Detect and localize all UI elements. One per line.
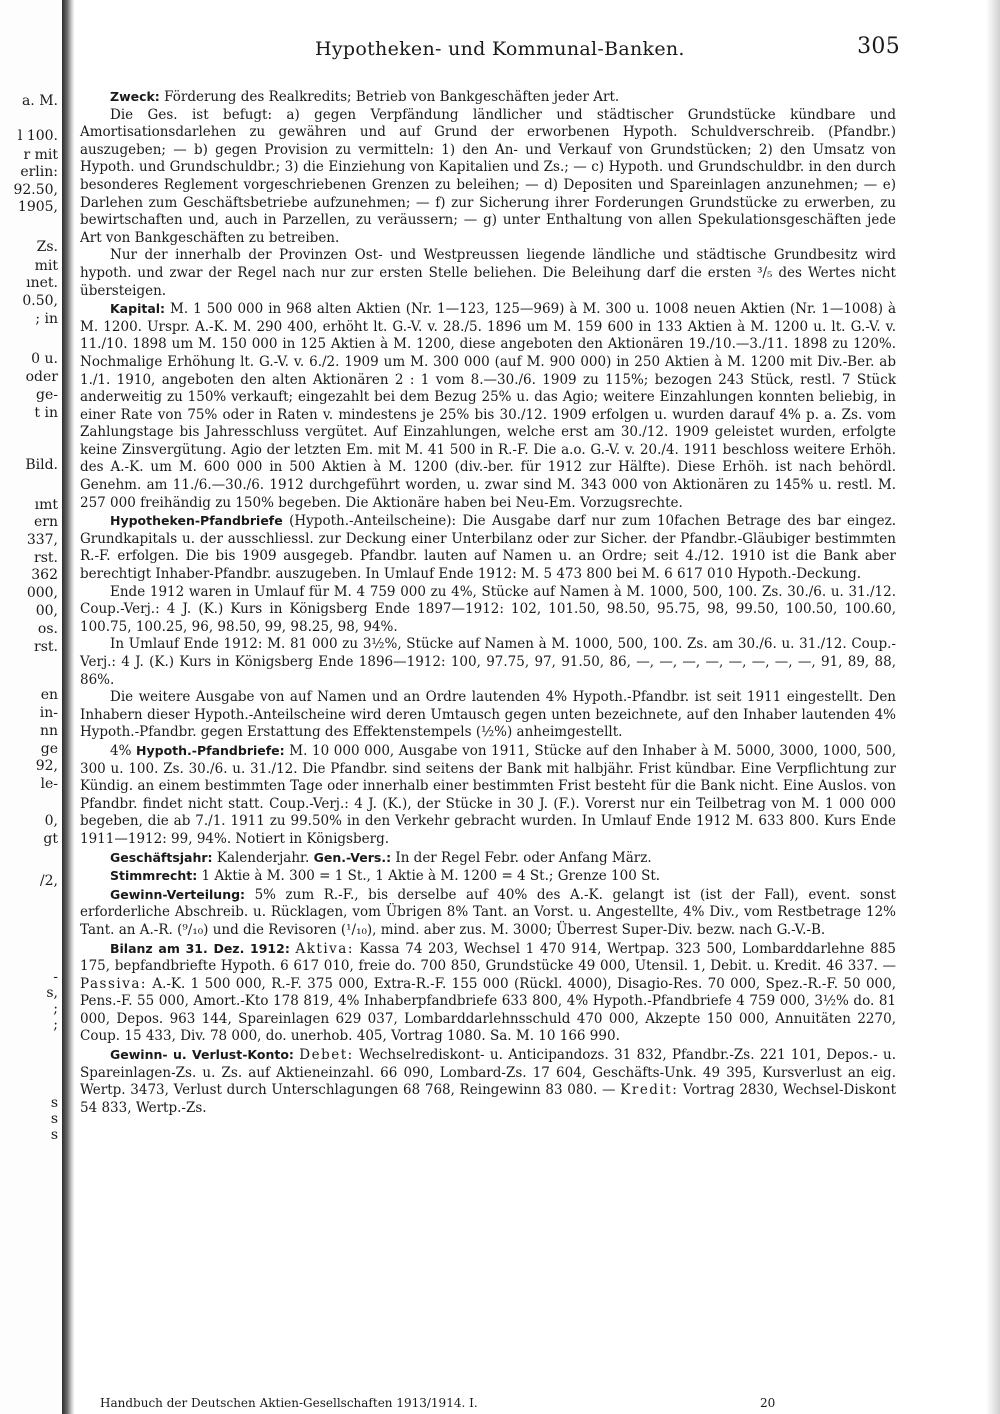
hypotheken-pfandbriefe-paragraph	[80, 512, 896, 583]
margin-fragment: ge-	[36, 387, 58, 403]
margin-fragment: 337,	[26, 532, 58, 548]
page-edge-shadow	[986, 0, 1000, 1414]
margin-fragment: ge	[40, 741, 58, 757]
geschaeftsjahr-label: Geschäftsjahr:	[110, 849, 213, 865]
gewinn-verlust-label: Gewinn- u. Verlust-Konto:	[110, 1047, 294, 1063]
margin-fragment: oder	[25, 369, 58, 385]
kapital-label: Kapital:	[110, 301, 166, 317]
kapital-text: M. 1 500 000 in 968 alten Aktien (Nr. 1—123, 125—969) à M. 300 u. 1008 neuen Aktien (Nr. 1—1008) à M. 1200. Urspr. A.-K. M. 290 400, erhöht lt. G.-V. v. 28./5. 1896 um M. 159 600 in 133 Aktien à M. 1200 u. lt. G.-V. v. 11./10. 1898 um M. 150 000 in 125 Aktien à M. 1200, diese angeboten den Aktionären 19./10.—3./11. 1898 zu 120%. Nochmalige Erhöhung lt. G.-V. v. 6./2. 1909 um M. 300 000 (auf M. 900 000) in 250 Aktien à M. 1200 mit Div.-Ber. ab 1./1. 1910, angeboten den alten Aktionären 2 : 1 vom 8.—30./6. 1909 zu 115%; bezogen 243 Stück, restl. 7 Stück anderweitig zu 150% verkauft; eingezahlt bei dem Bezug 25% u. das Agio; weitere Einzahlungen konnten beliebig, in einer Rate von 75% oder in Raten v. mindestens je 25% bis 30./12. 1909 erfolgen u. wurden darauf 4% p. a. Zs. vom Zahlungstage bis Jahresschluss vergütet. Auf Einzahlungen, welche erst am 30./12. 1909 geleistet wurden, erfolgte keine Zinsvergütung. Agio der letzten Em. mit M. 41 500 in R.-F. Die a.o. G.-V. v. 20./4. 1911 beschloss weitere Erhöh. des A.-K. um M. 600 000 in 500 Aktien à M. 1200 (div.-ber. für 1912 zur Hälfte). Diese Erhöh. ist nach behördl. Genehm. am 11./6.—30./6. 1912 durchgeführt worden, u. zwar sind M. 343 000 von Aktionären zu 145% u. restl. M. 257 000 freihändig zu 150% begeben. Die Aktionäre haben bei Neu-Em. Vorzugsrechte.	[80, 301, 896, 511]
margin-fragment: ınet.	[26, 275, 58, 291]
kredit-text: Vortrag 2830, Wechsel-Diskont 54 833, Wertp.-Zs.	[80, 1082, 897, 1116]
margin-fragment: Zs.	[36, 239, 58, 255]
stimmrecht-paragraph	[80, 867, 896, 886]
margin-fragment: l 100.	[17, 128, 58, 144]
kredit-label: Kredit:	[620, 1082, 679, 1099]
footer-signature-number: 20	[760, 1396, 776, 1410]
margin-fragment: 0 u.	[31, 351, 58, 367]
pfandbriefe-4-label: Hypoth.-Pfandbriefe:	[136, 742, 285, 758]
margin-fragment: ;	[53, 1001, 58, 1017]
zweck-befugnisse: Die Ges. ist befugt: a) gegen Verpfändung ländlicher und städtischer Grundstücke kündbare und Amortisationsdarlehen zu gewähren und auf Grund der erworbenen Hypoth. Schuldverschreib. (Pfandbr.) auszugeben; — b) gegen Provision zu vermitteln: 1) den An- und Verkauf von Grundstücken; 2) den Umsatz von Hypoth. und Grundschuldbr.; 3) die Einziehung von Kapitalien und Zs.; — c) Hypoth. und Grundschuldbr. in den durch besonderes Reglement vorgeschriebenen Grenzen zu beleihen; — d) Depositen und Spareinlagen anzunehmen; — e) Darlehen zum Geschäftsbetriebe aufzunehmen; — f) zur Sicherung ihrer Forderungen Grundstücke zu erwerben, zu bewirtschaften und, auch in Parzellen, zu veräussern; — g) unter Enthaltung von allen Spekulationsgeschäften jede Art von Bankgeschäften zu betreiben.	[80, 106, 896, 246]
margin-fragment: 1905,	[17, 199, 58, 215]
pfandbriefe-umtausch: Die weitere Ausgabe von auf Namen und an Ordre lautenden 4% Hypoth.-Pfandbr. ist seit 1911 eingestellt. Den Inhabern dieser Hypoth.-Anteilscheine wird deren Umtausch gegen unten bezeichnete, auf den Inhaber lautenden 4% Hypoth.-Pfandbr. gegen Erstattung des Effektenstempels (½%) anheimgestellt.	[80, 689, 896, 741]
gen-vers-label: Gen.-Vers.:	[313, 849, 392, 865]
margin-fragment: Bild.	[25, 457, 58, 473]
margin-fragment: /2,	[39, 873, 58, 889]
gewinn-verteilung-label: Gewinn-Verteilung:	[110, 886, 246, 902]
gewinn-verteilung-text: 5% zum R.-F., bis derselbe auf 40% des A.-K. gelangt ist (ist der Fall), event. sonst erforderliche Abschreib. u. Rücklagen, vom Übrigen 8% Tant. an Vorst. u. Angestellte, 4% Div., vom Restbetrage 12% Tant. an A.-R. (⁹/₁₀) und die Revisoren (¹/₁₀), mind. aber zus. M. 3000; Überrest Super-Div. bezw. nach G.-V.-B.	[80, 886, 896, 938]
margin-fragment: ;	[53, 1017, 58, 1033]
page-number: 305	[857, 34, 900, 59]
margin-fragment: 000,	[26, 585, 58, 601]
margin-fragment: a. M.	[21, 93, 58, 109]
zweck-text: Förderung des Realkredits; Betrieb von Bankgeschäften jeder Art.	[164, 89, 620, 105]
margin-fragment: s	[50, 1111, 58, 1127]
margin-fragment: 0.50,	[22, 293, 58, 309]
margin-fragment: r mit	[23, 147, 58, 163]
margin-fragment: s	[50, 1095, 58, 1111]
margin-fragment: gt	[43, 831, 58, 847]
pfandbriefe-4-prefix: 4%	[110, 742, 132, 759]
margin-fragment: le-	[40, 776, 58, 792]
aktiva-text: Kassa 74 203, Wechsel 1 470 914, Wertpap. 323 500, Lombarddarlehne 885 175, bepfandbriefte Hypoth. 6 617 010, freie do. 700 850, Grundstücke 49 000, Utensil. 1, Debit. u. Kredit. 46 337. —	[80, 940, 896, 975]
margin-fragment: ; in	[35, 311, 58, 327]
pfandbriefe-4-paragraph	[80, 742, 896, 849]
margin-fragment: os.	[37, 621, 58, 637]
aktiva-label: Aktiva:	[295, 940, 354, 957]
zweck-paragraph	[80, 88, 896, 107]
margin-fragment: nn	[39, 723, 58, 739]
margin-fragment: rst.	[34, 550, 58, 566]
stimmrecht-label: Stimmrecht:	[110, 868, 198, 884]
margin-fragment: 0,	[44, 813, 58, 829]
passiva-label: Passiva:	[80, 975, 147, 992]
margin-fragment: en	[40, 687, 58, 703]
margin-fragment: 00,	[35, 603, 58, 619]
zweck-label: Zweck:	[110, 89, 160, 104]
margin-fragment: erlin:	[20, 164, 58, 180]
margin-fragment: rst.	[34, 639, 58, 655]
margin-fragment: in-	[39, 705, 58, 721]
margin-fragment: 362	[31, 567, 58, 583]
gewinn-verlust-paragraph	[80, 1046, 896, 1117]
stimmrecht-text: 1 Aktie à M. 300 = 1 St., 1 Aktie à M. 1200 = 4 St.; Grenze 100 St.	[201, 868, 661, 885]
bilanz-label: Bilanz am 31. Dez. 1912:	[110, 940, 290, 956]
debet-text: Wechselrediskont- u. Anticipandozs. 31 832, Pfandbr.-Zs. 221 101, Depos.- u. Spareinlagen-Zs. u. Zs. auf Aktieneinzahl. 66 090, Lombard-Zs. 17 604, Geschäfts-Unk. 49 395, Kursverlust an eig. Wertp. 3473, Verlust durch Unterschlagungen 68 768, Reingewinn 83 080. —	[80, 1047, 896, 1099]
gewinn-verteilung-paragraph	[80, 886, 896, 940]
running-title: Hypotheken- und Kommunal-Banken.	[315, 38, 685, 60]
pfandbriefe-4-text: M. 10 000 000, Ausgabe von 1911, Stücke auf den Inhaber à M. 5000, 3000, 1000, 500, 300 u. 100. Zs. 30./6. u. 31./12. Die Pfandbr. sind seitens der Bank mit halbjähr. Frist kündbar. Eine Verpflichtung zur Kündig. an einem bestimmten Tage oder innerhalb einer bestimmten Frist besteht für die Bank nicht. Eine Auslos. von Pfandbr. findet nicht statt. Coup.-Verj.: 4 J. (K.), der Stücke in 30 J. (F.). Vorerst nur ein Teilbetrag von M. 1 000 000 begeben, die ab 7./1. 1911 zu 99.50% in den Verkehr gebracht wurden. In Umlauf Ende 1912 M. 633 800. Kurs Ende 1911—1912: 99, 94%. Notiert in Königsberg.	[80, 742, 896, 847]
margin-fragment: mit	[34, 258, 58, 274]
zweck-beleihung: Nur der innerhalb der Provinzen Ost- und Westpreussen liegende ländliche und städtische Grundbesitz wird hypoth. und zwar der Regel nach nur zur ersten Stelle beliehen. Die Beleihung darf die ersten ³/₅ des Wertes nicht übersteigen.	[80, 247, 896, 299]
gen-vers-text: In der Regel Febr. oder Anfang März.	[395, 849, 652, 866]
debet-label: Debet:	[299, 1047, 354, 1064]
margin-fragment: ern	[34, 514, 58, 530]
geschaeftsjahr-text: Kalenderjahr.	[216, 849, 310, 866]
margin-fragment: 92.50,	[13, 182, 58, 198]
geschaeftsjahr-paragraph	[80, 849, 896, 868]
margin-fragment: 92,	[35, 758, 58, 774]
kapital-paragraph	[80, 300, 896, 512]
hypotheken-pfandbriefe-label: Hypotheken-Pfandbriefe	[110, 513, 283, 529]
bilanz-paragraph	[80, 940, 896, 1047]
footer-source: Handbuch der Deutschen Aktien-Gesellschaften 1913/1914. I.	[100, 1396, 478, 1410]
pfandbriefe-umlauf-4: Ende 1912 waren in Umlauf für M. 4 759 000 zu 4%, Stücke auf Namen à M. 1000, 500, 100. Zs. 30./6. u. 31./12. Coup.-Verj.: 4 J. (K.) Kurs in Königsberg Ende 1897—1912: 102, 101.50, 98.50, 95.75, 98, 99.50, 100.50, 100.60, 100.75, 100.25, 96, 98.50, 99, 98.25, 98, 94%.	[80, 583, 896, 635]
hypotheken-pfandbriefe-text: (Hypoth.-Anteilscheine): Die Ausgabe darf nur zum 10fachen Betrage des bar eingez. Grundkapitals u. der ausschliessl. zur Deckung einer Unterbilanz oder zur Sicher. der Pfandbr.-Gläubiger bestimmten R.-F. erfolgen. Die bis 1909 ausgegeb. Pfandbr. lauten auf Namen u. an Ordre; seit 4./12. 1910 ist die Bank aber berechtigt Inhaber-Pfandbr. auszugeben. In Umlauf Ende 1912: M. 5 473 800 bei M. 6 617 010 Hypoth.-Deckung.	[80, 513, 896, 583]
pfandbriefe-umlauf-3-5: In Umlauf Ende 1912: M. 81 000 zu 3½%, Stücke auf Namen à M. 1000, 500, 100. Zs. am 30./6. u. 31./12. Coup.-Verj.: 4 J. (K.) Kurs in Königsberg Ende 1896—1912: 100, 97.75, 97, 91.50, 86, —, —, —, —, —, —, —, —, 91, 89, 88, 86%.	[80, 636, 896, 688]
margin-fragment: s,	[46, 985, 58, 1001]
page-body	[80, 88, 896, 1117]
margin-fragment: ımt	[34, 497, 58, 513]
passiva-text: A.-K. 1 500 000, R.-F. 375 000, Extra-R.-F. 155 000 (Rückl. 4000), Disagio-Res. 70 000, Spez.-R.-F. 50 000, Pens.-F. 55 000, Amort.-Kto 178 819, 4% Inhaberpfandbriefe 633 800, 4% Hypoth.-Pfandbriefe 4 759 000, 3½% do. 81 000, Depos. 963 144, Spareinlagen 629 037, Lombarddarlehnsschuld 470 000, Akzepte 150 000, Annuitäten 2270, Coup. 15 433, Div. 78 000, do. unerhob. 405, Vortrag 1080. Sa. M. 10 166 990.	[80, 975, 897, 1045]
margin-fragment: t in	[34, 405, 58, 421]
margin-fragment: s	[50, 1127, 58, 1143]
book-spine-shadow	[62, 0, 74, 1414]
margin-fragment: -	[53, 969, 58, 985]
